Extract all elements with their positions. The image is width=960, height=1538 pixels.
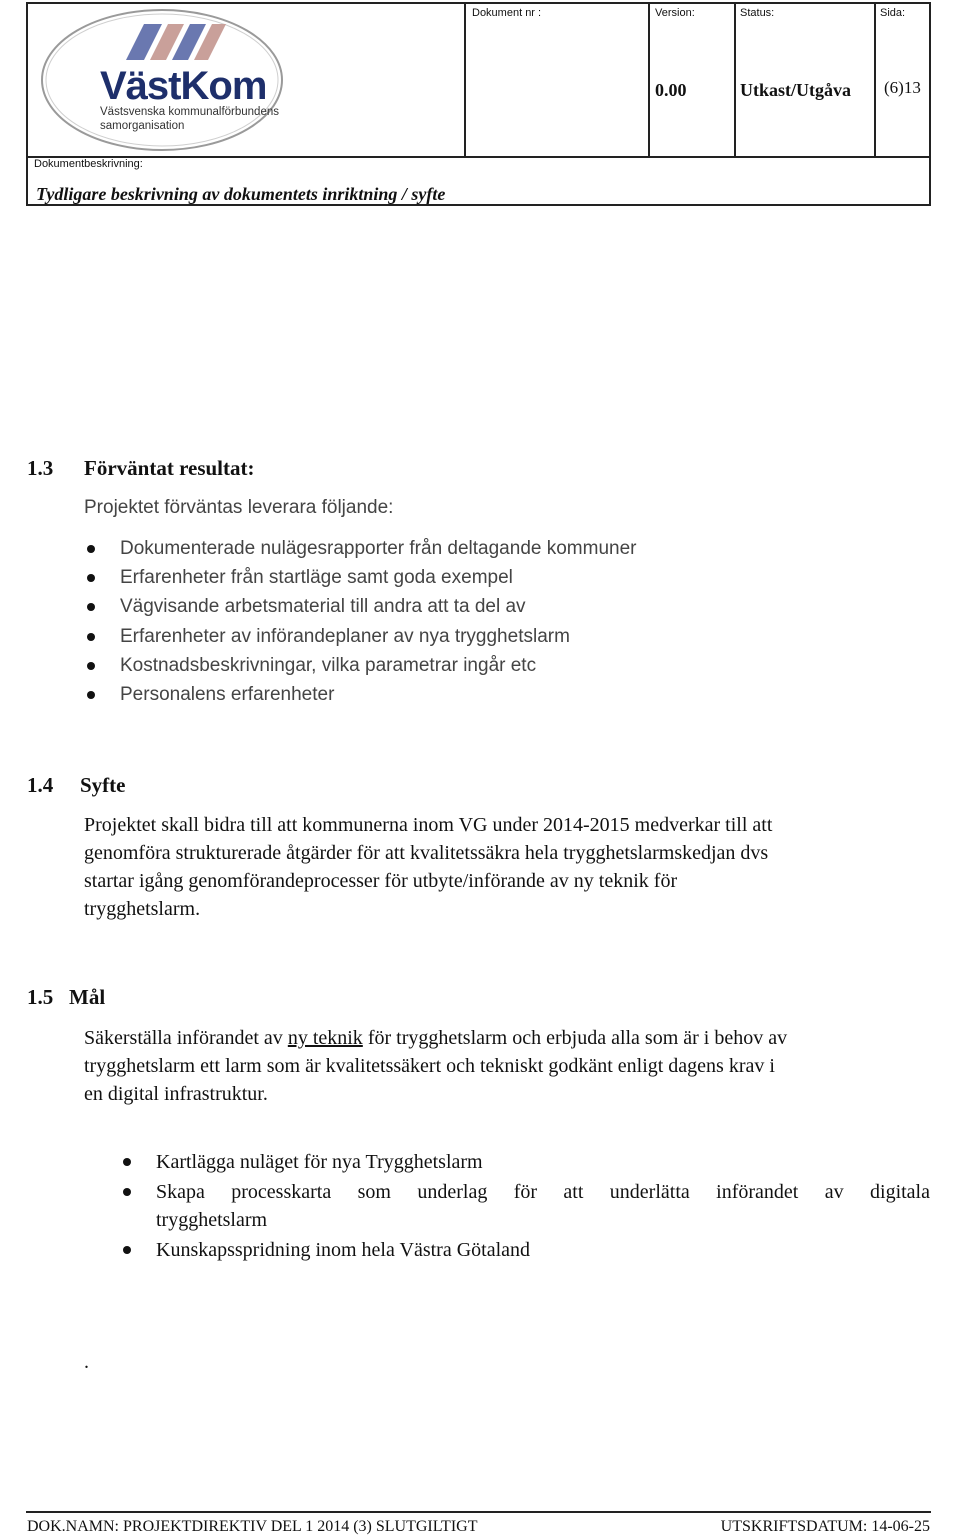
list-item: Kartlägga nuläget för nya Trygghetslarm — [156, 1148, 930, 1176]
bullet-icon — [123, 1188, 131, 1196]
section-title: Syfte — [80, 773, 126, 797]
bullet-icon — [87, 603, 95, 611]
bullet-icon — [87, 633, 95, 641]
status-value: Utkast/Utgåva — [740, 80, 851, 100]
version-value: 0.00 — [655, 80, 687, 100]
trailing-dot: . — [84, 1351, 89, 1373]
list-item: Skapa processkarta som underlag för att underlätta införandet av digitala trygghetslarm — [156, 1178, 930, 1234]
description-label: Dokumentbeskrivning: — [34, 158, 143, 170]
bullet-icon — [123, 1246, 131, 1254]
bullet-icon — [87, 691, 95, 699]
header-divider — [464, 4, 466, 156]
section-number: 1.3 — [27, 456, 54, 480]
section-number: 1.4 — [27, 773, 54, 797]
section-title: Mål — [69, 985, 106, 1009]
footer-document-name: DOK.NAMN: PROJEKTDIREKTIV DEL 1 2014 (3) SLUTGILTIGT — [27, 1518, 478, 1535]
purpose-paragraph — [84, 811, 914, 923]
list-item: Vägvisande arbetsmaterial till andra att ta del av — [120, 592, 636, 621]
footer-divider — [26, 1511, 931, 1513]
logo-wordmark: VästKom — [100, 64, 267, 108]
section-intro: Projektet förväntas leverara följande: — [84, 497, 394, 518]
paragraph-line: Säkerställa införandet av ny teknik för trygghetslarm och erbjuda alla som är i behov av — [84, 1027, 788, 1049]
goals-list — [156, 1148, 930, 1264]
expected-results-list — [120, 534, 636, 709]
goal-paragraph — [84, 1024, 929, 1108]
list-item: Personalens erfarenheter — [120, 680, 636, 709]
bullet-icon — [87, 662, 95, 670]
bullet-icon — [87, 545, 95, 553]
vastkom-logo — [38, 6, 293, 154]
paragraph-line: en digital infrastruktur. — [84, 1083, 268, 1105]
paragraph-line: trygghetslarm ett larm som är kvalitetssäkert och tekniskt godkänt enligt dagens krav i — [84, 1055, 775, 1077]
paragraph-line: trygghetslarm. — [84, 898, 201, 920]
header-divider — [874, 4, 876, 156]
list-item: Kostnadsbeskrivningar, vilka parametrar ingår etc — [120, 651, 636, 680]
underlined-term: ny teknik — [287, 1027, 363, 1049]
page-value: (6)13 — [884, 78, 921, 97]
header-divider — [734, 4, 736, 156]
footer-print-date: UTSKRIFTSDATUM: 14-06-25 — [720, 1518, 930, 1535]
header-divider — [648, 4, 650, 156]
list-item: Erfarenheter av införandeplaner av nya trygghetslarm — [120, 622, 636, 651]
status-label: Status: — [740, 7, 775, 19]
document-header — [26, 2, 931, 206]
logo-subtitle: Västsvenska kommunalförbundens — [100, 106, 279, 118]
header-divider — [28, 156, 929, 158]
bullet-icon — [87, 574, 95, 582]
list-item: Dokumenterade nulägesrapporter från deltagande kommuner — [120, 534, 636, 563]
paragraph-line: Projektet skall bidra till att kommunerna inom VG under 2014-2015 medverkar till att — [84, 814, 773, 836]
logo-subtitle: samorganisation — [100, 120, 185, 132]
paragraph-line: genomföra strukturerade åtgärder för att kvalitetssäkra hela trygghetslarmskedjan dvs — [84, 842, 769, 864]
list-item: Kunskapsspridning inom hela Västra Götaland — [156, 1236, 930, 1264]
paragraph-line: startar igång genomförandeprocesser för utbyte/införande av ny teknik för — [84, 870, 678, 892]
list-item: Erfarenheter från startläge samt goda exempel — [120, 563, 636, 592]
section-number: 1.5 — [27, 985, 54, 1009]
version-label: Version: — [655, 7, 695, 19]
description-value: Tydligare beskrivning av dokumentets inriktning / syfte — [36, 184, 446, 204]
doc-nr-label: Dokument nr : — [472, 7, 542, 19]
section-title: Förväntat resultat: — [84, 456, 255, 480]
page-label: Sida: — [880, 7, 906, 19]
bullet-icon — [123, 1158, 131, 1166]
